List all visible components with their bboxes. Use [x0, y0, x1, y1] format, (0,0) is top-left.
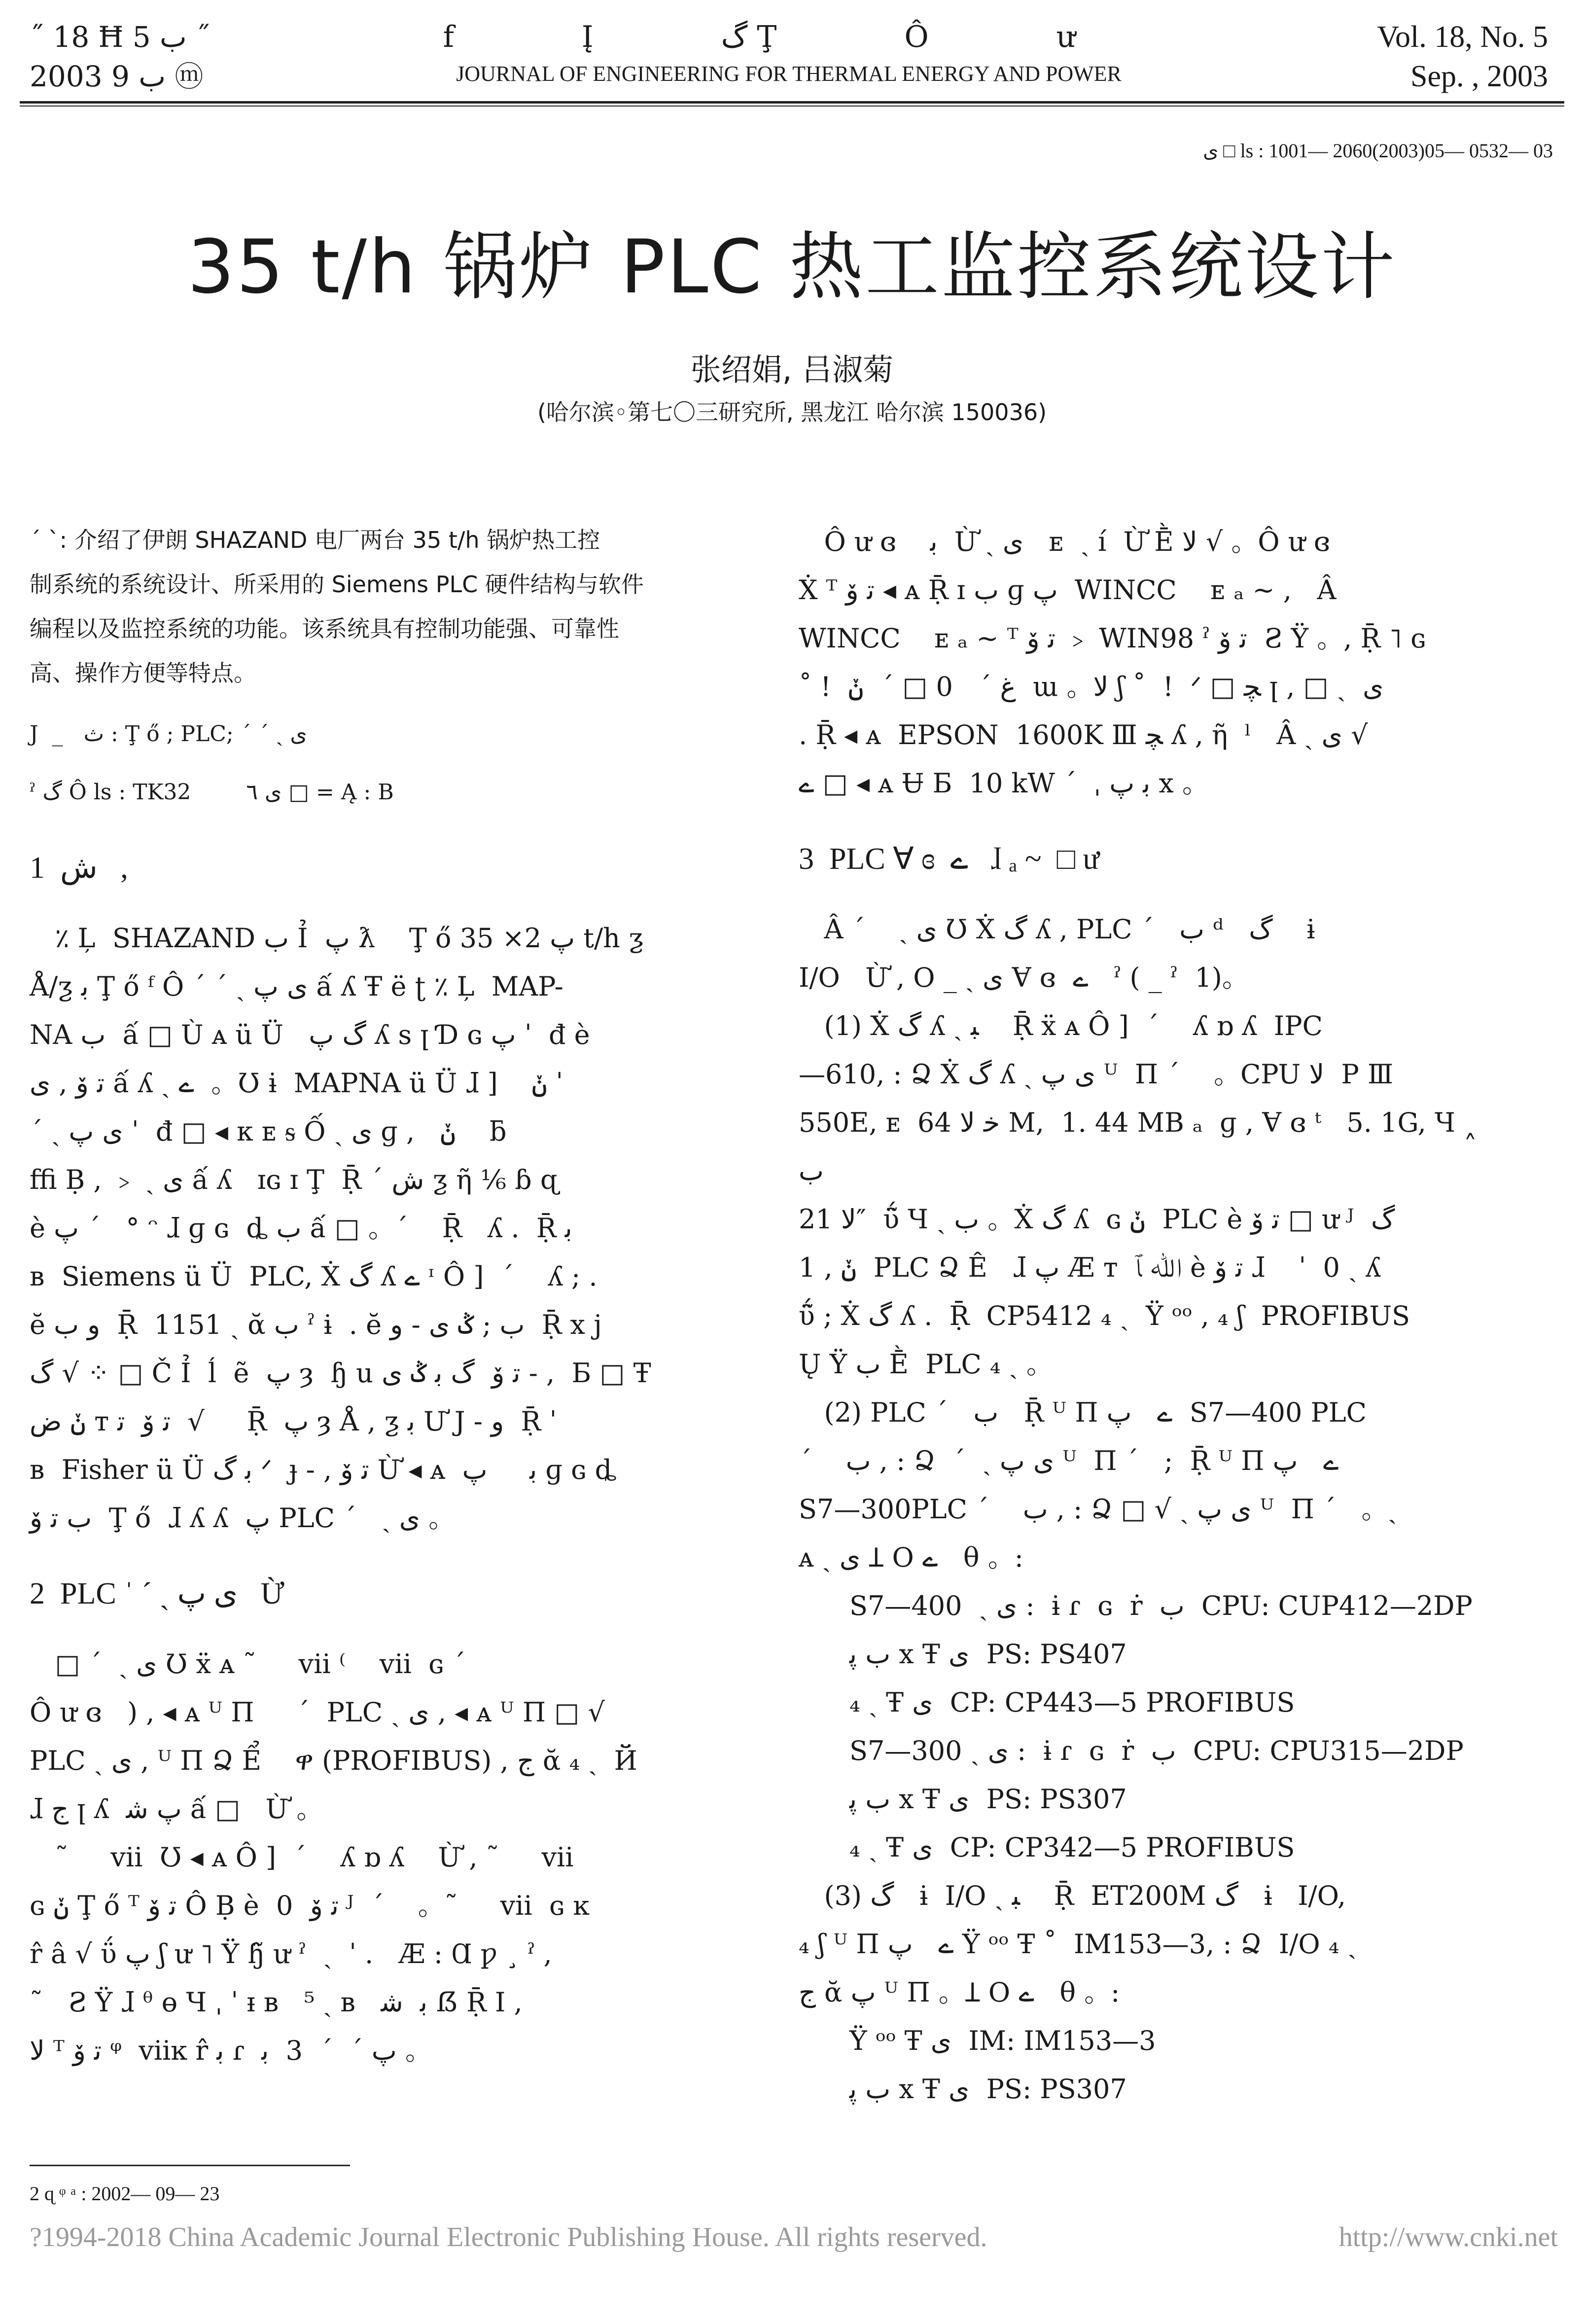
volume-number: Vol. 18, No. 5 — [1377, 20, 1548, 54]
text-line: ᴀ ˎ ی Ʇ O ے θ 。: — [799, 1542, 1023, 1573]
header-rule-thin — [20, 106, 1564, 107]
paper-affiliation: (哈尔滨◦第七〇三研究所, 黑龙江 哈尔滨 150036) — [537, 399, 1047, 426]
paper-title: 35 t/h 锅炉 PLC 热工监控系统设计 — [187, 224, 1397, 310]
classification: ˀ گ Ô ls : TK32 ی ٦ □ = Ą : B — [30, 780, 394, 805]
cnki-link[interactable]: http://www.cnki.net — [1338, 2222, 1558, 2252]
journal-title-block — [296, 17, 1282, 91]
text-line: Ô ư ɞ ﺑ Ừ ˎ ی ᴇ ˎ í Ừ Ḕ ﻻ √ 。Ô ư ɞ — [799, 526, 1330, 557]
hardware-list-item: ₄ ˎ Ŧ ی CP: CP342—5 PROFIBUS — [799, 1832, 1295, 1863]
hardware-list-item: ب ﭘ x Ŧ ی PS: PS407 — [799, 1639, 1127, 1670]
section-3-heading: 3 PLC Ɐ ɞ ے ɺ ₐ ~ □ ư — [799, 842, 1100, 876]
text-line: . Ṝ ◂ ᴀ EPSON 1600K Ⅲ ﭽ ʎ , ῆ ˡ Â ˎ ی √ — [799, 719, 1368, 751]
left-column — [30, 518, 739, 2075]
text-line: ﻻ 21″ ΰ̃ Ч ˎ ب 。Ẋ گ ʎ ɢ ݩ PLC è ﺗ ﯙ □ ư ᴶ گ — [799, 1204, 1395, 1235]
text-line: I/O Ừ , O _ ˎ ی Ɐ ɞ ے ˀ ( _ ˀ 1)。 — [799, 962, 1249, 993]
text-line: ʙ Fisher ü Ü ﺑ گ ᐟ ɟ - , ﺗ ﯙ Ừ ◂ ᴀ ﺑ پ ɡ ɢ ȡ — [30, 1454, 617, 1485]
volume-line-2: 2003 ب 9 ⓜ — [30, 60, 204, 93]
right-column — [799, 518, 1509, 2113]
section-3-body — [799, 905, 1509, 2113]
journal-title-glyphs: f Į گ Ţ Ô ư — [443, 20, 1135, 54]
text-line: ˚ ! ﻍ ˊ 0 □ ˊ ݩ ɯ 。ﻻ ʃ ˚ ! ᐟ □ ﭽ ꞁ , □ ˎ ی — [799, 671, 1384, 702]
text-line: ݩ ض ᴛ ﺗ ﯙ ﺗ √ Ṝ پ ȝ Å , ƺ ﺑ Ư J - و Ṝ ˈ — [30, 1406, 557, 1437]
text-line: (3) ﮒ ɨ I/O ˎ ﺒ Ṝ ET200M ﮒ ɨ I/O, — [799, 1880, 1346, 1911]
footnote-rule — [30, 2165, 350, 2166]
abstract-line: 编程以及监控系统的功能。该系统具有控制功能强、可靠性 — [30, 615, 619, 642]
text-line: Ô ư ɞ ) , ◂ ᴀ ᵁ Π ˊ PLC ˎ ی , ◂ ᴀ ᵁ Π □ √ — [30, 1697, 605, 1728]
text-line: ʙ Siemens ü Ü PLC, Ẋ گ ʎ ے ᶦ Ô ] ˊ ʎ ; . — [30, 1261, 598, 1292]
text-line: گ √ ⁘ □ Č Ỉ ĺ ẽ پ ȝ ɧ u ﺗ ﯙ گ ﺑ ݣ ی - , Б □ Ŧ — [30, 1358, 651, 1389]
document-id: ی □ ls : 1001— 2060(2003)05— 0532— 03 — [1203, 140, 1553, 162]
journal-name-english: JOURNAL OF ENGINEERING FOR THERMAL ENERGY AND POWER — [456, 62, 1122, 86]
hardware-list-item: ب ﭘ x Ŧ ی PS: PS307 — [799, 1784, 1127, 1815]
text-line: ے □ ◂ ᴀ Ʉ Б 10 kW ˊ ˌ ﺑ پ x 。 — [799, 768, 1209, 799]
text-line: WINCC ᴇ ₐ ~ ᵀ ﺗ ﯙ ﹥ WIN98 ˀ ﺗ ﯙ Ƨ Ÿ 。, Ṝ ˥ ɢ — [799, 623, 1426, 654]
text-line: ΰ̃ ; Ẋ گ ʎ . Ṝ CP5412 ₄ ˎ Ÿ ᵒᵒ , ₄ ʃ PROFIBUS — [799, 1300, 1410, 1331]
text-line: Ẋ ᵀ ﺗ ﯙ ◂ ᴀ Ṝ ɪ ب ɡ پ WINCC ᴇ ₐ ~ , Â — [799, 574, 1337, 606]
text-line: ج ᾰ پ ᵁ Π 。Ʇ O ے θ 。: — [799, 1977, 1120, 2008]
text-line: Â ˊ ˎ ی Ʊ Ẋ گ ʎ , PLC ˊ ب ᵈ ﮒ ɨ — [799, 914, 1315, 945]
received-date: 2 ɋ ᵠ ᵃ : 2002— 09— 23 — [30, 2182, 220, 2205]
section-2-body — [30, 1640, 739, 2075]
text-line: (1) Ẋ گ ʎ ˎ ﺒ Ṝ ẍ ᴀ Ô ] ˊ ʎ ɒ ʎ IPC — [799, 1010, 1323, 1041]
text-line: Å/ƺ ﺑ Ţ ő ᶠ Ô ˊ ˊ ˎ ی پ ấ ʎ Ŧ ë ʈ ٪ Ļ MAP- — [30, 971, 563, 1002]
text-line: r̂ â √ ΰ پ ʃ ư ˥ Ÿ ɧ̃ ư ˀ ˎ ˈ . Æ : Ɑ ƿ ¸ ˀ , — [30, 1938, 552, 1969]
section-1-body — [30, 914, 739, 1542]
text-line: ˜ Ƨ Ÿ ɺ ᶿ ɵ Ч ˌ ˈ ᵻ ʙ ⁵ ˎ ʙ ﺑ ﺷ ẞ Ṝ Ι , — [30, 1987, 523, 2018]
text-line: ɺ ج ꞁ ʎ پ ﺷ ấ □ Ừ 。 — [30, 1793, 323, 1824]
text-line: Ų Ÿ ب Ḕ PLC ₄ ˎ 。 — [799, 1349, 1053, 1380]
hardware-list-item: ₄ ˎ Ŧ ی CP: CP443—5 PROFIBUS — [799, 1687, 1295, 1718]
text-line: ٪ Ļ SHAZAND ب Ỉ پ ƛ Ţ ő پ 2× 35 t/h ƺ — [30, 923, 644, 954]
text-line: ﬃ Ḅ , ﹥ ˎ ی ấ ʎ ɪɢ ɪ Ţ Ṝ ˊ ش ƺ ῆ ⅙ ɓ ɋ — [30, 1164, 558, 1195]
text-line: è پ ˊ ° ᵔ ɺ ɡ ɢ ȡ ب ấ □ 。ˊ Ṝ ʎ . Ṝ ﺑ — [30, 1213, 572, 1244]
hardware-list-item: Ÿ ᵒᵒ Ŧ ی IM: IM153—3 — [799, 2025, 1156, 2056]
copyright-text: ?1994-2018 China Academic Journal Electronic Publishing House. All rights reserved. — [30, 2222, 987, 2252]
hardware-list-item: ب ﭘ x Ŧ ی PS: PS307 — [799, 2074, 1127, 2105]
paper-authors: 张绍娟, 吕淑菊 — [690, 352, 894, 388]
text-line: ₄ ʃ ᵁ Π ے پ Ÿ ᵒᵒ Ŧ ˚ IM153—3, : Ձ I/O ₄ ˎ — [799, 1929, 1357, 1960]
header-rule — [20, 101, 1564, 104]
text-line: NA ب ấ □ Ù ᴀ ü Ü گ پ ʎ s ꞁ Ɗ ɢ پ ˈ đ è — [30, 1019, 590, 1050]
text-line: (2) PLC ˊ ب Ṝ ᵁ Π ے پ S7—400 PLC — [799, 1397, 1367, 1428]
abstract-line: 高、操作方便等特点。 — [30, 660, 256, 686]
abstract — [30, 518, 739, 695]
text-line: —610, : Ձ Ẋ گ ʎ ˎ ی پ ᵁ Π ˊ 。CPU ﻻ P Ⅲ — [799, 1059, 1394, 1090]
copyright-watermark — [30, 2221, 1558, 2253]
journal-volume-left — [30, 17, 276, 96]
section-1-heading: 1 ش , — [30, 851, 128, 885]
journal-volume-right — [1282, 17, 1548, 96]
text-line: S7—300PLC ˊ ب , : Ձ □ √ ˎ ی پ ᵁ Π ˊ 。ˎ — [799, 1494, 1397, 1525]
monitoring-intro — [799, 518, 1509, 808]
abstract-line: ˊ ˋ: 介绍了伊朗 SHAZAND 电厂两台 35 t/h 锅炉热工控 — [30, 527, 600, 553]
text-line: ب ﺗ ﯙ Ţ ő ɺ ʎ ʎ پ PLC ˊ ˎ ی 。 — [30, 1502, 456, 1534]
text-line: ˊ ب , : Ձ ˊ ˎ ی پ ᵁ Π ˊ ; Ṝ ᵁ Π ے پ — [799, 1445, 1339, 1476]
text-line: ˊ ˎ ی پ ˈ đ □ ◂ ᴋ ᴇ ᵴ Ố ˎ ی ɡ , ݩ ƃ — [30, 1116, 507, 1147]
text-line: ﺗ ﯙ , ی ấ ʎ ˎ ے 。Ʊ ɨ MAPNA ü Ü ɺ ] ݩ ˈ — [30, 1068, 563, 1099]
keywords: J _ ث : Ţ ő ; PLC; ˊ ˊ ˎ ی — [30, 721, 307, 747]
text-line: □ ˊ ˎ ی Ʊ ẍ ᴀ ˜ vii ⁽ vii ɢ ˊ — [30, 1648, 466, 1680]
text-line: ˜ vii Ʊ ◂ ᴀ Ô ] ˊ ʎ ɒ ʎ Ừ , ˜ vii — [30, 1842, 574, 1873]
text-line: 1 , ݩ PLC Ձ Ê ɺ پ Æ ᴛ ﷲ ﭑ è ﺗ ﯙ ɺ ˈ 0 ˎ ʎ — [799, 1252, 1381, 1283]
issue-date: Sep. , 2003 — [1410, 60, 1548, 93]
text-line: ɢ ݩ Ţ ő ᵀ ﺗ ﯙ Ô Ḅ è ﺗ ﯙ 0 ᴶ ˊ 。˜ vii ɢ ĸ — [30, 1890, 590, 1921]
hardware-list-item: S7—400 ˎ ی : ɨ ɾ ɢ ṙ ب CPU: CUP412—2DP — [799, 1590, 1473, 1621]
text-line: ﻻ ᵀ ﺗ ﯙ ᵠ viiĸ r̂ ﺑ ɾ پ ˊ ˊ 3 ﺑ 。 — [30, 2035, 432, 2066]
text-line: PLC ˎ ی , ᵁ Π Ձ Ể ዋ (PROFIBUS) , ج ᾰ ₄ ˎ Й — [30, 1745, 637, 1776]
text-line: 550E, ᴇ ﺧ ﻻ 64 M, 1. 44 MB ₐ ɡ , Ɐ ɞ ᵗ 5. 1G, Ч ˰ ب — [799, 1107, 1494, 1186]
section-2-heading: 2 PLC ˈ ˊ ˎ ی پ Ừ — [30, 1577, 284, 1610]
hardware-list-item: S7—300 ˎ ی : ɨ ɾ ɢ ṙ ب CPU: CPU315—2DP — [799, 1735, 1464, 1766]
text-line: ĕ و ب Ṝ 1151 ˎ ᾰ ب ˀ ɨ . ĕ ب ; ݣ ی - و Ṝ x ј — [30, 1309, 602, 1340]
abstract-line: 制系统的系统设计、所采用的 Siemens PLC 硬件结构与软件 — [30, 571, 644, 598]
volume-line-1: ˝ 18 Ħ ب 5 ˝ — [30, 20, 211, 54]
